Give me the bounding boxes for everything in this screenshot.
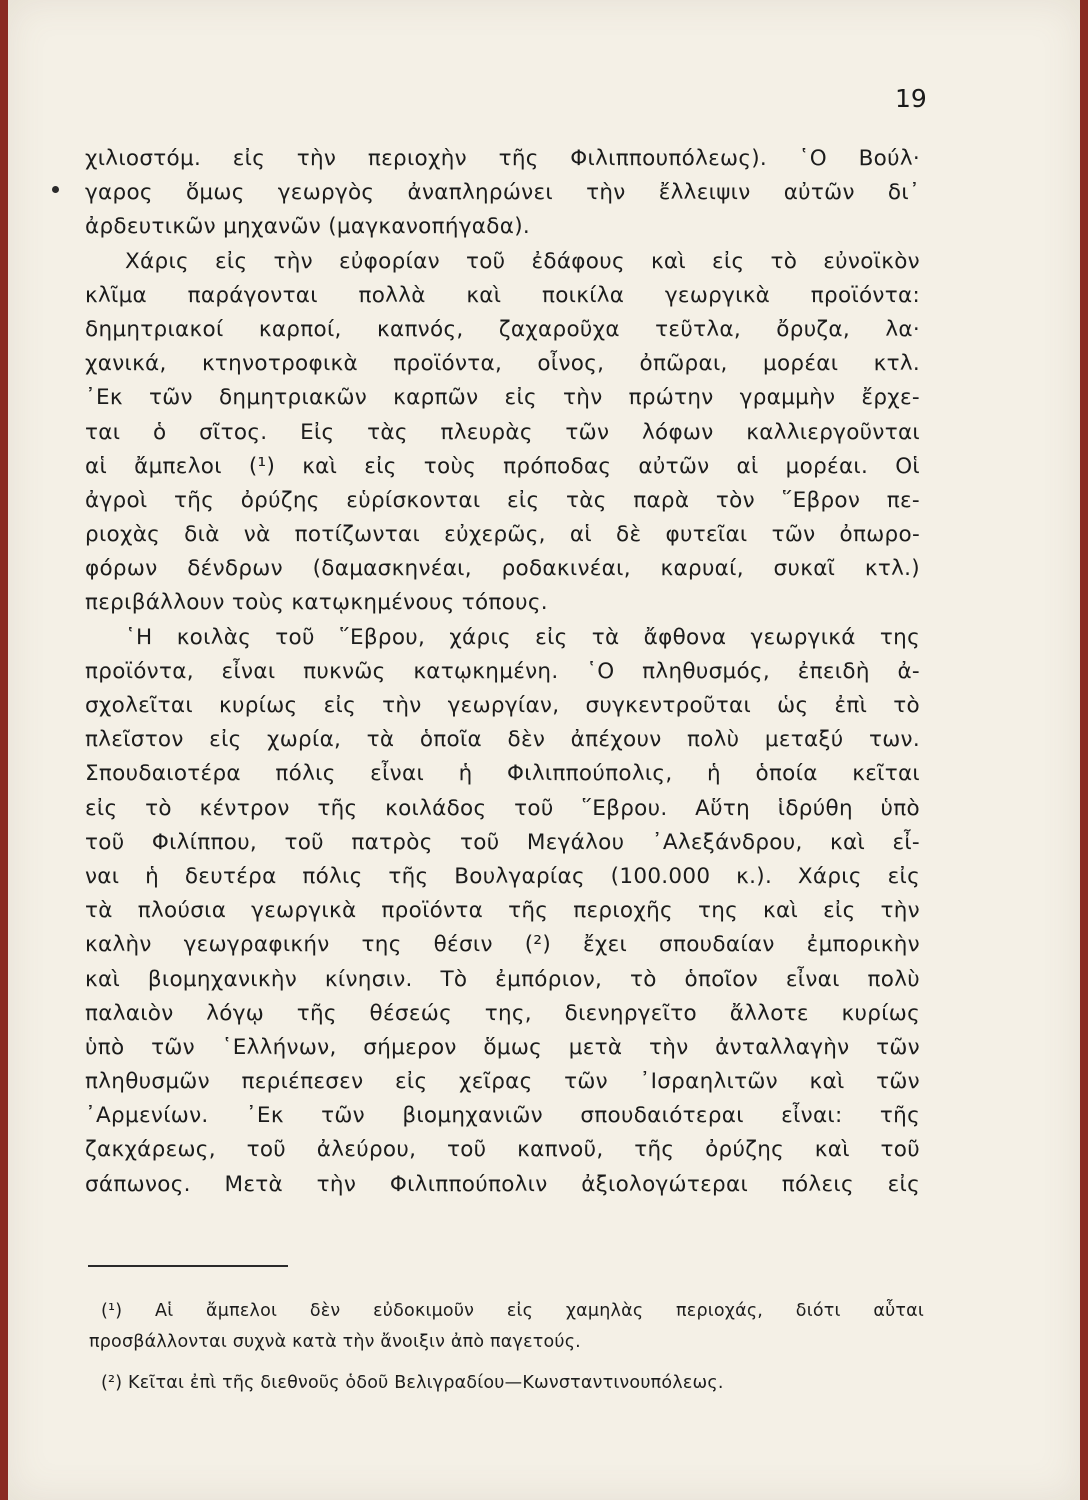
body-text [85,142,920,1202]
text-line: αἱ ἄμπελοι (¹) καὶ εἰς τοὺς πρόποδας αὐτῶν αἱ μορέαι. Οἱ [85,453,920,479]
book-page [8,0,1080,1500]
text-line: φόρων δένδρων (δαμασκηνέαι, ροδακινέαι, καρυαί, συκαῖ κτλ.) [85,556,920,582]
footnotes [89,1296,924,1399]
text-line: ριοχὰς διὰ νὰ ποτίζωνται εὐχερῶς, αἱ δὲ φυτεῖαι τῶν ὀπωρο- [85,522,920,548]
text-line: καὶ βιομηχανικὴν κίνησιν. Τὸ ἐμπόριον, τὸ ὁποῖον εἶναι πολὺ [85,966,920,992]
text-line: πληθυσμῶν περιέπεσεν εἰς χεῖρας τῶν ᾿Ισραηλιτῶν καὶ τῶν [85,1069,920,1095]
text-line: ᾿Εκ τῶν δημητριακῶν καρπῶν εἰς τὴν πρώτην γραμμὴν ἔρχε- [85,385,920,411]
text-line: περιβάλλουν τοὺς κατῳκημένους τόπους. [85,590,548,616]
text-line: Χάρις εἰς τὴν εὐφορίαν τοῦ ἐδάφους καὶ εἰς τὸ εὐνοϊκὸν [125,248,920,274]
text-line: δημητριακοί καρποί, καπνός, ζαχαροῦχα τεῦτλα, ὄρυζα, λα· [85,316,920,342]
footnote-divider [88,1265,288,1267]
footnote-1-line-1: (¹) Αἱ ἄμπελοι δὲν εὐδοκιμοῦν εἰς χαμηλὰς περιοχάς, διότι αὗται [101,1301,924,1321]
text-line: προϊόντα, εἶναι πυκνῶς κατῳκημένη. ῾Ο πληθυσμός, ἐπειδὴ ἀ- [85,658,920,684]
ink-dot-mark [52,186,59,193]
text-line: ζακχάρεως, τοῦ ἀλεύρου, τοῦ καπνοῦ, τῆς ὀρύζης καὶ τοῦ [85,1137,920,1163]
text-line: ἀρδευτικῶν μηχανῶν (μαγκανοπήγαδα). [85,214,531,240]
footnote-2: (²) Κεῖται ἐπὶ τῆς διεθνοῦς ὁδοῦ Βελιγραδίου—Κωνσταντινουπόλεως. [101,1373,724,1393]
text-line: παλαιὸν λόγῳ τῆς θέσεώς της, διενηργεῖτο ἄλλοτε κυρίως [85,1000,920,1026]
text-line: ῾Η κοιλὰς τοῦ ῞Εβρου, χάρις εἰς τὰ ἄφθονα γεωργικά της [125,624,920,650]
text-line: ὑπὸ τῶν ῾Ελλήνων, σήμερον ὅμως μετὰ τὴν ἀνταλλαγὴν τῶν [85,1034,920,1060]
text-line: πλεῖστον εἰς χωρία, τὰ ὁποῖα δὲν ἀπέχουν πολὺ μεταξύ των. [85,727,920,753]
text-line: καλὴν γεωγραφικήν της θέσιν (²) ἔχει σπουδαίαν ἐμπορικὴν [85,932,920,958]
text-line: Σπουδαιοτέρα πόλις εἶναι ἡ Φιλιππούπολις, ἡ ὁποία κεῖται [85,761,920,787]
text-line: ται ὁ σῖτος. Εἰς τὰς πλευρὰς τῶν λόφων καλλιεργοῦνται [85,419,920,445]
page-number: 19 [895,84,927,113]
text-line: τοῦ Φιλίππου, τοῦ πατρὸς τοῦ Μεγάλου ᾿Αλεξάνδρου, καὶ εἶ- [85,829,920,855]
text-line: σχολεῖται κυρίως εἰς τὴν γεωργίαν, συγκεντροῦται ὡς ἐπὶ τὸ [85,693,920,718]
text-line: ναι ἡ δευτέρα πόλις τῆς Βουλγαρίας (100.000 κ.). Χάρις εἰς [85,863,920,889]
text-line: εἰς τὸ κέντρον τῆς κοιλάδος τοῦ ῞Εβρου. Αὕτη ἱδρύθη ὑπὸ [85,795,920,821]
text-line: σάπωνος. Μετὰ τὴν Φιλιππούπολιν ἀξιολογώτεραι πόλεις εἰς [85,1171,920,1197]
text-line: ἀγροὶ τῆς ὀρύζης εὑρίσκονται εἰς τὰς παρὰ τὸν ῞Εβρον πε- [85,487,920,513]
text-line: τὰ πλούσια γεωργικὰ προϊόντα τῆς περιοχῆς της καὶ εἰς τὴν [85,898,920,924]
text-line: χανικά, κτηνοτροφικὰ προϊόντα, οἶνος, ὀπῶραι, μορέαι κτλ. [85,351,920,377]
text-line: κλῖμα παράγονται πολλὰ καὶ ποικίλα γεωργικὰ προϊόντα: [85,282,920,308]
footnote-1-line-2: προσβάλλονται συχνὰ κατὰ τὴν ἄνοιξιν ἀπὸ παγετούς. [89,1332,581,1352]
text-line: χιλιοστόμ. εἰς τὴν περιοχὴν τῆς Φιλιππουπόλεως). ῾Ο Βούλ· [85,146,920,171]
text-line: γαρος ὅμως γεωργὸς ἀναπληρώνει τὴν ἔλλειψιν αὐτῶν δι᾿ [85,180,920,206]
text-line: ᾿Αρμενίων. ᾿Εκ τῶν βιομηχανιῶν σπουδαιότεραι εἶναι: τῆς [85,1103,920,1129]
